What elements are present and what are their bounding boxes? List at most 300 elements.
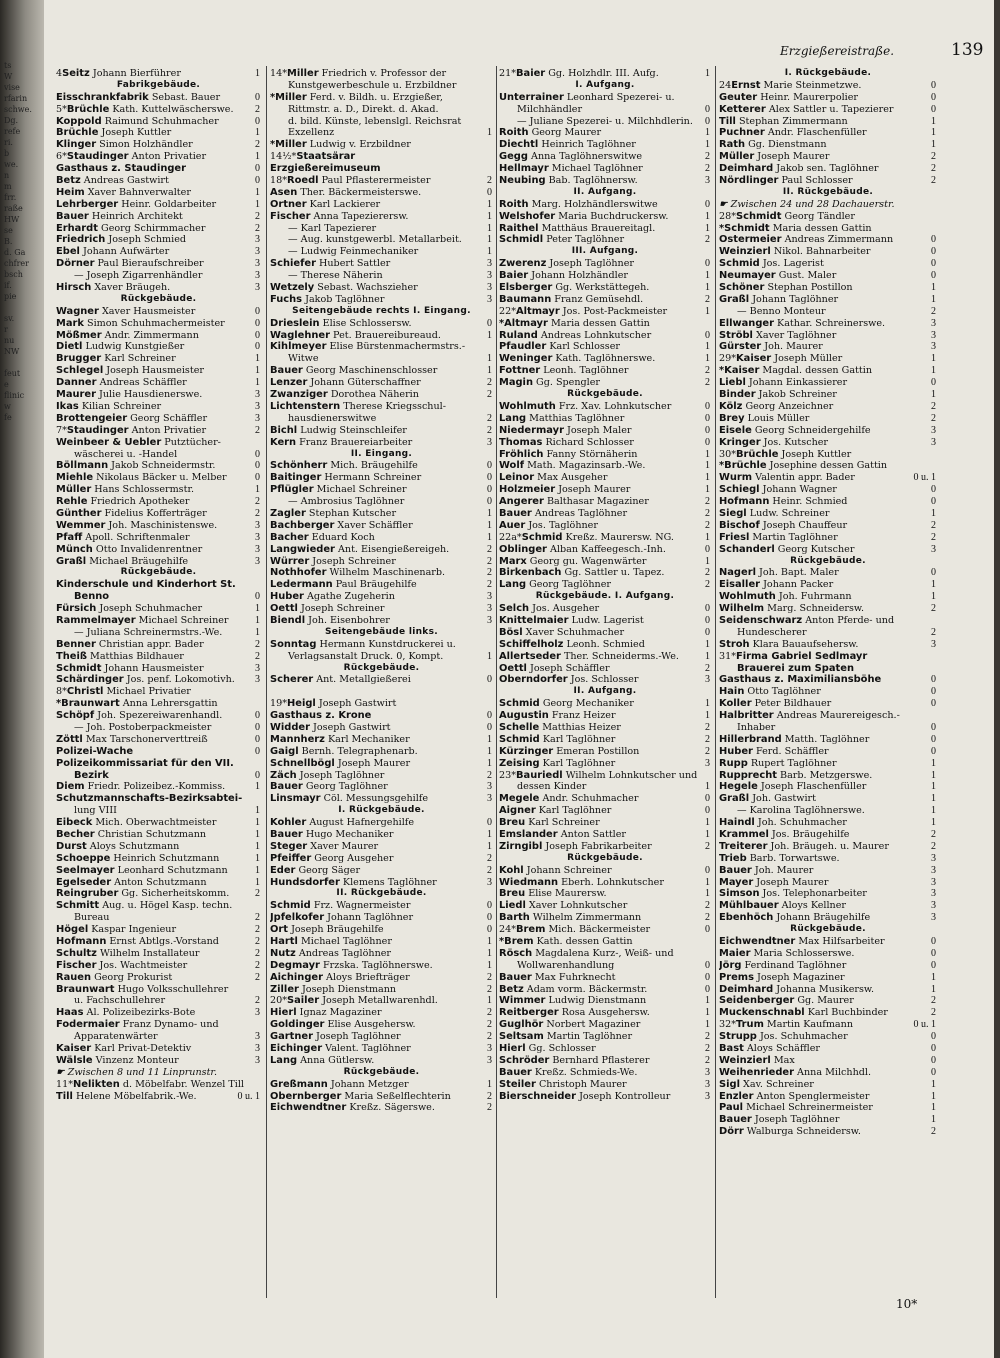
resident-name: Rupprecht [719, 769, 777, 781]
occupation: Joh. Gastwirt [752, 793, 816, 805]
resident-name: Trum [736, 1019, 764, 1031]
occupation: Al. Polizeibezirks-Bote [86, 1007, 196, 1019]
floor-number: 3 [705, 175, 710, 187]
directory-entry [56, 603, 261, 615]
resident-name: Bichl [270, 424, 298, 436]
resident-name: Ernst [731, 79, 761, 91]
occupation: Elise Schlossersw. [322, 317, 412, 329]
directory-entry [270, 496, 493, 508]
resident-name: Puchner [719, 127, 765, 139]
floor-number: 2 [705, 377, 710, 389]
directory-entry [719, 175, 937, 187]
directory-entry [499, 877, 711, 889]
resident-name: Schanderl [719, 543, 775, 555]
directory-entry [499, 139, 711, 151]
directory-entry [270, 330, 493, 342]
resident-name: Lang [270, 1054, 298, 1066]
directory-entry [56, 1031, 261, 1043]
occupation: Gg. Spengler [536, 377, 600, 389]
resident-name: Reitberger [499, 1007, 559, 1019]
occupation: Mich. Oberwachtmeister [95, 817, 217, 829]
floor-number: 2 [255, 888, 260, 900]
directory-entry [499, 758, 711, 770]
directory-entry [719, 603, 937, 615]
floor-number: 2 [705, 365, 710, 377]
directory-entry [499, 805, 711, 817]
occupation: Kath. Kuttelwäscherswe. [112, 103, 234, 115]
resident-name: Stroh [719, 638, 750, 650]
directory-entry [56, 318, 261, 330]
occupation: ☛ Zwischen 24 und 28 Dachauerstr. [719, 198, 895, 210]
directory-entry [270, 353, 493, 365]
floor-number: 3 [705, 757, 710, 769]
occupation: Anton Privatier [131, 424, 207, 436]
occupation: Georg Taglöhner [529, 579, 611, 591]
occupation: Barb. Torwartswe. [749, 852, 840, 864]
directory-entry [56, 377, 261, 389]
heading-text: Rückgebäude. [567, 852, 643, 863]
occupation: Michael Taglöhner [300, 936, 392, 948]
resident-name: Müller [719, 151, 755, 163]
directory-entry [56, 306, 261, 318]
occupation: Joh. Maurer [754, 864, 814, 876]
heading-text: Rückgebäude. [343, 662, 420, 673]
section-heading [270, 805, 493, 817]
resident-name: Reingruber [56, 888, 119, 900]
resident-name: Zeising [499, 757, 540, 769]
occupation: Elise Ausgehersw. [327, 1019, 416, 1031]
floor-number: 3 [255, 412, 260, 424]
occupation: Cöl. Messungsgehilfe [323, 793, 429, 805]
floor-number: 0 u. 1 [913, 472, 936, 484]
occupation: Norbert Magaziner [546, 1019, 641, 1031]
occupation: Joh. Maschinistenswe. [108, 519, 218, 531]
directory-entry [499, 306, 711, 318]
resident-name: Mark [56, 317, 84, 329]
directory-entry [270, 437, 493, 449]
floor-number: 3 [487, 282, 492, 294]
facing-page-fragment: ts W vise rfarin schwe. Dg. refe ri. b we. n m frr. raße HW se B. d. Ga chfrer bsch if. pie sv. r nu NW feut e flinic w fe [4, 61, 32, 422]
floor-number: 2 [255, 971, 260, 983]
directory-entry [270, 175, 493, 187]
occupation: Simon Holzhändler [99, 139, 193, 151]
directory-entry [719, 246, 937, 258]
floor-number: 1 [931, 127, 936, 139]
resident-name: Sailer [287, 995, 320, 1007]
occupation: Karl Privat-Detektiv [94, 1043, 192, 1055]
directory-entry [719, 318, 937, 330]
resident-name: Lang [499, 412, 527, 424]
directory-entry [719, 1019, 937, 1031]
occupation: Ther. Schneiderms.-We. [563, 650, 679, 662]
resident-name: Pflügler [270, 484, 314, 496]
directory-entry [270, 603, 493, 615]
occupation: August Hafnergehilfe [309, 817, 415, 829]
occupation: Paul Pflasterermeister [321, 175, 431, 187]
resident-name: Dörner [56, 258, 95, 270]
occupation: Fanny Störnäherin [546, 448, 638, 460]
house-number: 22a* [499, 531, 522, 543]
occupation: Heinrich Taglöhner [541, 139, 636, 151]
occupation: Fidelius Kofferträger [104, 507, 207, 519]
directory-entry [719, 1067, 937, 1079]
occupation: Anna Milchhdl. [797, 1066, 872, 1078]
heading-text: Rückgebäude. [567, 389, 643, 400]
floor-number: 0 [487, 900, 492, 912]
resident-name: Staatsärar [296, 151, 356, 163]
directory-entry [499, 508, 711, 520]
floor-number: 3 [255, 246, 260, 258]
occupation: Georg Mechaniker [542, 698, 634, 710]
resident-name: Rammelmayer [56, 614, 136, 626]
floor-number: 1 [705, 995, 710, 1007]
floor-number: 0 [705, 329, 710, 341]
occupation: Marg. Holzhändlerswitwe [531, 198, 658, 210]
directory-entry [499, 484, 711, 496]
directory-entry [719, 484, 937, 496]
resident-name: Wiedmann [499, 876, 559, 888]
resident-name: Weinbeer & Uebler [56, 436, 162, 448]
directory-entry [56, 163, 261, 175]
floor-number: 2 [705, 579, 710, 591]
floor-number: 0 [705, 959, 710, 971]
floor-number: 0 [931, 745, 936, 757]
floor-number: 2 [487, 579, 492, 591]
directory-entry [56, 544, 261, 556]
floor-number: 3 [255, 674, 260, 686]
directory-entry [499, 936, 711, 948]
floor-number: 0 [931, 1043, 936, 1055]
resident-name: Graßl [719, 293, 750, 305]
directory-entry [499, 663, 711, 675]
occupation: Valentin appr. Bader [755, 472, 855, 484]
directory-entry [499, 353, 711, 365]
occupation: Max Hilfsarbeiter [798, 936, 885, 948]
floor-number: 0 [487, 472, 492, 484]
resident-name: Rösch [499, 947, 533, 959]
occupation: Friedrich Apotheker [90, 496, 190, 508]
occupation: Ferdinand Taglöhner [744, 959, 847, 971]
resident-name: Baier [499, 270, 529, 282]
directory-entry [719, 841, 937, 853]
directory-entry [499, 1043, 711, 1055]
occupation: Andreas Schäffler [99, 377, 187, 389]
directory-entry [56, 425, 261, 437]
section-heading [270, 888, 493, 900]
directory-entry [270, 817, 493, 829]
floor-number: 0 [255, 305, 260, 317]
house-number: 14½* [270, 151, 297, 163]
directory-entry [56, 353, 261, 365]
floor-number: 1 [931, 139, 936, 151]
occupation: Franz Brauereiarbeiter [299, 436, 413, 448]
directory-entry [56, 781, 261, 793]
heading-text: I. Rückgebäude. [338, 805, 425, 816]
directory-entry [719, 116, 937, 128]
floor-number: 1 [487, 757, 492, 769]
floor-number: 0 [705, 983, 710, 995]
resident-name: Neumayer [719, 270, 776, 282]
floor-number: 0 [705, 805, 710, 817]
resident-name: Oettl [270, 603, 298, 615]
column-3 [499, 68, 711, 1102]
directory-entry [719, 591, 937, 603]
floor-number: 1 [255, 852, 260, 864]
resident-name: Fuchs [270, 293, 303, 305]
resident-name: Hirsch [56, 282, 92, 294]
directory-entry [499, 734, 711, 746]
floor-number: 2 [705, 151, 710, 163]
floor-number: 3 [705, 674, 710, 686]
floor-number: 1 [931, 1114, 936, 1126]
floor-number: 2 [487, 983, 492, 995]
occupation: Julie Hausdienerswe. [99, 389, 203, 401]
occupation: Johann Holzhändler [531, 270, 628, 282]
directory-entry [270, 556, 493, 568]
floor-number: 3 [487, 258, 492, 270]
resident-name: Aigner [499, 805, 536, 817]
resident-name: Kern [270, 436, 297, 448]
directory-entry [719, 365, 937, 377]
heading-text: Seitengebäude rechts I. Eingang. [292, 305, 471, 316]
floor-number: 2 [931, 1007, 936, 1019]
floor-number: 1 [487, 222, 492, 234]
resident-name: Durst [56, 840, 87, 852]
directory-entry [499, 793, 711, 805]
occupation: Joh. Fuhrmann [778, 591, 852, 603]
occupation: Leonh. Schmied [566, 638, 645, 650]
directory-entry [56, 246, 261, 258]
occupation: Anna Taglöhnerswitwe [531, 151, 642, 163]
occupation: Stephan Zimmermann [738, 115, 848, 127]
resident-name: Wetzely [270, 282, 315, 294]
occupation: Georg Schäffler [130, 412, 208, 424]
resident-name: Haas [56, 1007, 84, 1019]
floor-number: 1 [487, 234, 492, 246]
directory-entry [270, 710, 493, 722]
directory-entry [56, 686, 261, 698]
directory-entry [56, 258, 261, 270]
occupation: Ferd. v. Bildh. u. Erzgießer, [309, 91, 443, 103]
directory-entry [56, 104, 261, 116]
occupation: Andreas Taglöhner [298, 947, 392, 959]
occupation: Milchhändler [517, 103, 583, 115]
occupation: Elise Bürstenmachermstrs.- [329, 341, 466, 353]
directory-entry [499, 674, 711, 686]
resident-name: Eichinger [270, 1043, 323, 1055]
floor-number: 2 [931, 519, 936, 531]
occupation: Pet. Brauereibureaud. [333, 329, 441, 341]
directory-entry [499, 746, 711, 758]
floor-number: 1 [255, 353, 260, 365]
occupation: Paul Bräugehilfe [335, 579, 417, 591]
resident-name: Diem [56, 781, 85, 793]
resident-name: Drieslein [270, 317, 320, 329]
floor-number: 0 [705, 103, 710, 115]
floor-number: 0 [705, 436, 710, 448]
directory-entry [499, 258, 711, 270]
directory-entry [499, 1091, 711, 1103]
floor-number: 0 [255, 115, 260, 127]
directory-entry [56, 401, 261, 413]
occupation: — Ludwig Feinmechaniker [288, 246, 419, 258]
floor-number: 3 [487, 591, 492, 603]
directory-entry [499, 163, 711, 175]
floor-number: 2 [487, 971, 492, 983]
occupation: Mich. Bräugehilfe [330, 460, 418, 472]
occupation: Johann Schreiner [526, 864, 612, 876]
directory-entry [719, 389, 937, 401]
floor-number: 1 [705, 341, 710, 353]
directory-entry [499, 116, 711, 128]
directory-entry [719, 1031, 937, 1043]
directory-entry [719, 698, 937, 710]
directory-entry [719, 401, 937, 413]
resident-name: Rupp [719, 757, 748, 769]
directory-entry [499, 544, 711, 556]
heading-text: Rückgebäude. [120, 567, 197, 578]
resident-name: Till [719, 115, 736, 127]
resident-name: Asen [270, 186, 298, 198]
directory-entry [499, 960, 711, 972]
floor-number: 1 [705, 876, 710, 888]
floor-number: 1 [705, 282, 710, 294]
resident-name: Seelmayer [56, 864, 115, 876]
occupation: Adam vorm. Bäckermstr. [526, 983, 648, 995]
directory-entry [56, 520, 261, 532]
directory-entry [719, 139, 937, 151]
resident-name: Scherer [270, 674, 314, 686]
floor-number: 2 [705, 721, 710, 733]
resident-name: Raithel [499, 222, 539, 234]
occupation: Heinr. Maurerpolier [760, 91, 858, 103]
floor-number: 1 [487, 353, 492, 365]
directory-entry [499, 330, 711, 342]
directory-entry [719, 1055, 937, 1067]
occupation: Johann Hausmeister [104, 662, 204, 674]
floor-number: 2 [487, 1019, 492, 1031]
directory-entry [270, 579, 493, 591]
floor-number: 1 [931, 817, 936, 829]
floor-number: 2 [255, 638, 260, 650]
directory-entry [270, 853, 493, 865]
occupation: Joseph Kontrolleur [579, 1090, 671, 1102]
directory-entry [719, 936, 937, 948]
directory-entry [56, 187, 261, 199]
occupation: Jakob Schreiner [758, 389, 837, 401]
floor-number: 2 [487, 424, 492, 436]
occupation: Joseph Müller [774, 353, 843, 365]
occupation: Putztücher- [164, 436, 221, 448]
floor-number: 1 [705, 1007, 710, 1019]
resident-name: Wälsle [56, 1054, 93, 1066]
floor-number: 0 [705, 864, 710, 876]
occupation: Frz. Xav. Lohnkutscher [558, 400, 672, 412]
resident-name: Schmidt [56, 662, 102, 674]
occupation: Anton Sattler [560, 829, 627, 840]
floor-number: 2 [255, 924, 260, 936]
resident-name: Ostermeier [719, 234, 782, 246]
occupation: Jos. Lagerist [762, 258, 824, 270]
resident-name: Nördlinger [719, 175, 779, 187]
occupation: Vinzenz Monteur [95, 1054, 179, 1066]
floor-number: 3 [487, 1054, 492, 1066]
occupation: Maria Schlosserswe. [753, 947, 855, 959]
occupation: Michael Schreiner [316, 484, 407, 496]
running-head: Erzgießereistraße. [780, 44, 895, 58]
occupation: Johann Bräugehilfe [776, 912, 871, 924]
resident-name: Bösl [499, 626, 523, 638]
floor-number: 0 [487, 317, 492, 329]
resident-name: Jpfelkofer [270, 912, 325, 924]
directory-entry [56, 484, 261, 496]
section-heading [499, 187, 711, 199]
occupation: Stephan Kutscher [308, 507, 397, 519]
occupation: Leonhard Spezerei- u. [566, 91, 675, 103]
directory-entry [499, 401, 711, 413]
occupation: Jos. Telephonarbeiter [762, 888, 867, 900]
directory-entry [719, 984, 937, 996]
resident-name: Braunwart [56, 983, 115, 995]
section-heading [499, 853, 711, 865]
directory-entry [56, 627, 261, 639]
section-heading [270, 627, 493, 639]
occupation: Jakob Schneidermstr. [111, 460, 216, 472]
resident-name: Eibeck [56, 817, 93, 829]
resident-name: Baitinger [270, 472, 322, 484]
occupation: Maria dessen Gattin [550, 317, 650, 329]
floor-number: 1 [487, 210, 492, 222]
directory-entry [56, 770, 261, 782]
occupation: Georg Schirmmacher [101, 222, 206, 234]
directory-entry [719, 211, 937, 223]
directory-entry [56, 1067, 261, 1079]
occupation: Christian Schutzmann [97, 829, 207, 840]
directory-entry [499, 234, 711, 246]
occupation: Joseph Gastwirt [313, 721, 391, 733]
occupation: Nikol. Bahnarbeiter [773, 246, 871, 258]
directory-entry [499, 1055, 711, 1067]
section-heading [56, 294, 261, 306]
directory-entry [719, 829, 937, 841]
resident-name: Holzmeier [499, 484, 556, 496]
floor-number: 2 [705, 900, 710, 912]
directory-entry [499, 211, 711, 223]
resident-name: Sonntag [270, 638, 317, 650]
directory-entry [56, 912, 261, 924]
floor-number: 1 [255, 817, 260, 829]
occupation: Rupert Taglöhner [750, 757, 837, 769]
resident-name: Brottengeier [56, 412, 128, 424]
directory-entry [719, 306, 937, 318]
resident-name: Würrer [270, 555, 310, 567]
directory-entry [270, 686, 493, 698]
directory-entry [499, 496, 711, 508]
directory-entry [56, 413, 261, 425]
resident-name: Bierschneider [499, 1090, 576, 1102]
directory-entry [270, 781, 493, 793]
directory-entry [719, 805, 937, 817]
resident-name: Bauer [719, 864, 752, 876]
directory-entry [270, 1079, 493, 1091]
directory-entry [719, 853, 937, 865]
house-number: 19* [270, 698, 288, 710]
floor-number: 3 [255, 662, 260, 674]
floor-number: 2 [487, 377, 492, 389]
house-number: 28* [719, 210, 737, 222]
directory-entry [56, 865, 261, 877]
floor-number: 3 [255, 1043, 260, 1055]
